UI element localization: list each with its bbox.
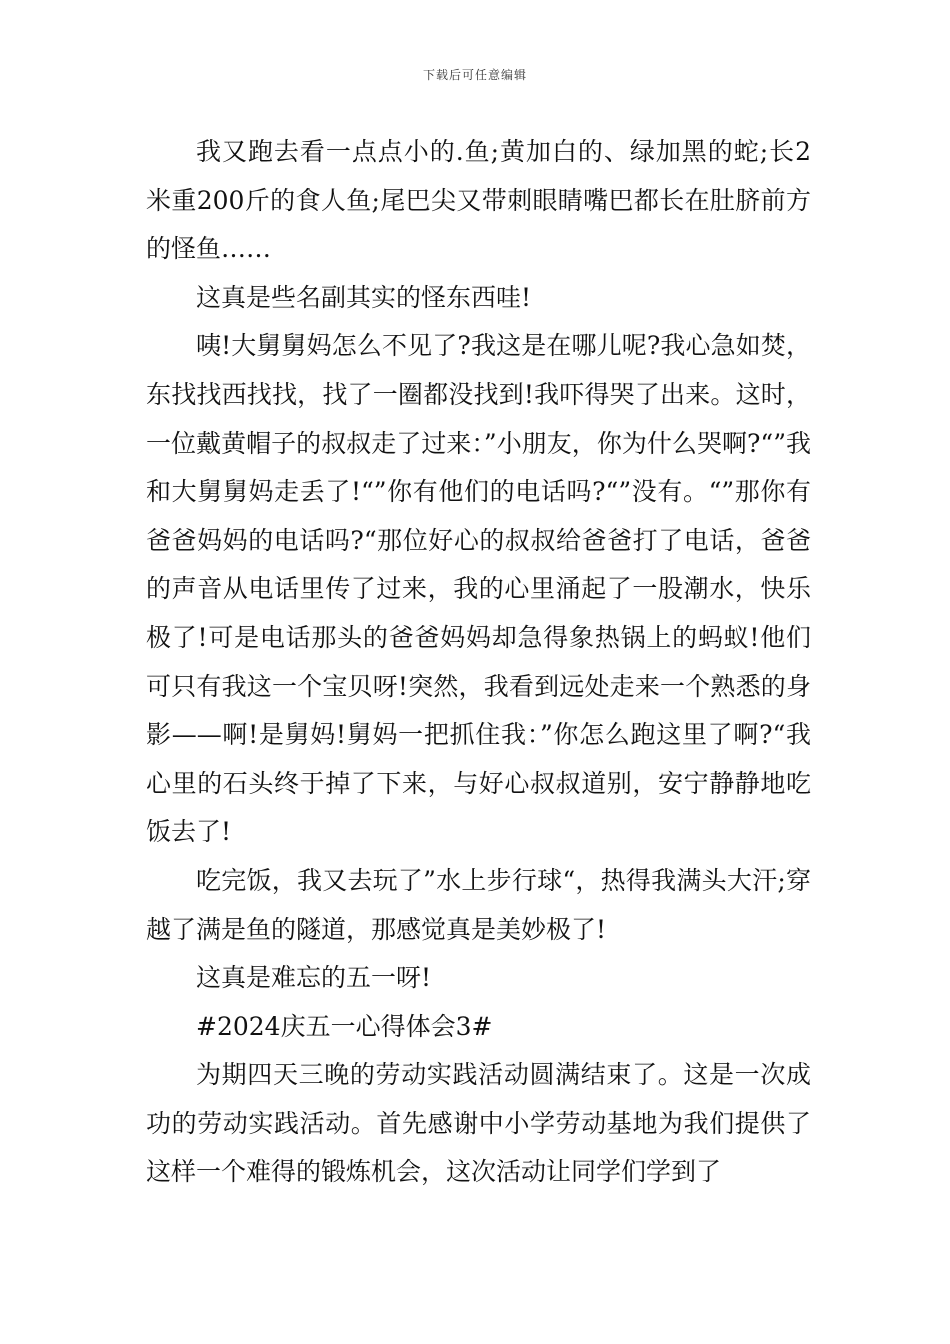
document-body — [146, 128, 811, 1197]
paragraph-lost-story: 咦!大舅舅妈怎么不见了?我这是在哪儿呢?我心急如焚，东找找西找找，找了一圈都没找到!我吓得哭了出来。这时，一位戴黄帽子的叔叔走了过来：”小朋友，你为什么哭啊?“”我和大舅舅妈走丢了!“”你有他们的电话吗?“”没有。“”那你有爸爸妈妈的电话吗?“那位好心的叔叔给爸爸打了电话，爸爸的声音从电话里传了过来，我的心里涌起了一股潮水，快乐极了!可是电话那头的爸爸妈妈却急得象热锅上的蚂蚁!他们可只有我这一个宝贝呀!突然，我看到远处走来一个熟悉的身影——啊!是舅妈!舅妈一把抓住我：”你怎么跑这里了啊?“我心里的石头终于掉了下来，与好心叔叔道别，安宁静静地吃饭去了! — [146, 331, 811, 847]
paragraph-labor-practice: 为期四天三晚的劳动实践活动圆满结束了。这是一次成功的劳动实践活动。首先感谢中小学劳动基地为我们提供了这样一个难得的锻炼机会，这次活动让同学们学到了 — [146, 1060, 811, 1187]
paragraph-after-meal: 吃完饭，我又去玩了”水上步行球“，热得我满头大汗;穿越了满是鱼的隧道，那感觉真是美妙极了! — [146, 865, 811, 944]
section-heading: #2024庆五一心得体会3# — [196, 1011, 493, 1041]
paragraph-memorable-holiday: 这真是难忘的五一呀! — [196, 963, 432, 993]
paragraph-fish-list: 我又跑去看一点点小的.鱼;黄加白的、绿加黑的蛇;长2米重200斤的食人鱼;尾巴尖又带刺眼睛嘴巴都长在肚脐前方的怪鱼…… — [146, 137, 811, 264]
page-header-note: 下载后可任意编辑 — [422, 68, 527, 82]
paragraph-strange-things: 这真是些名副其实的怪东西哇! — [196, 282, 532, 312]
